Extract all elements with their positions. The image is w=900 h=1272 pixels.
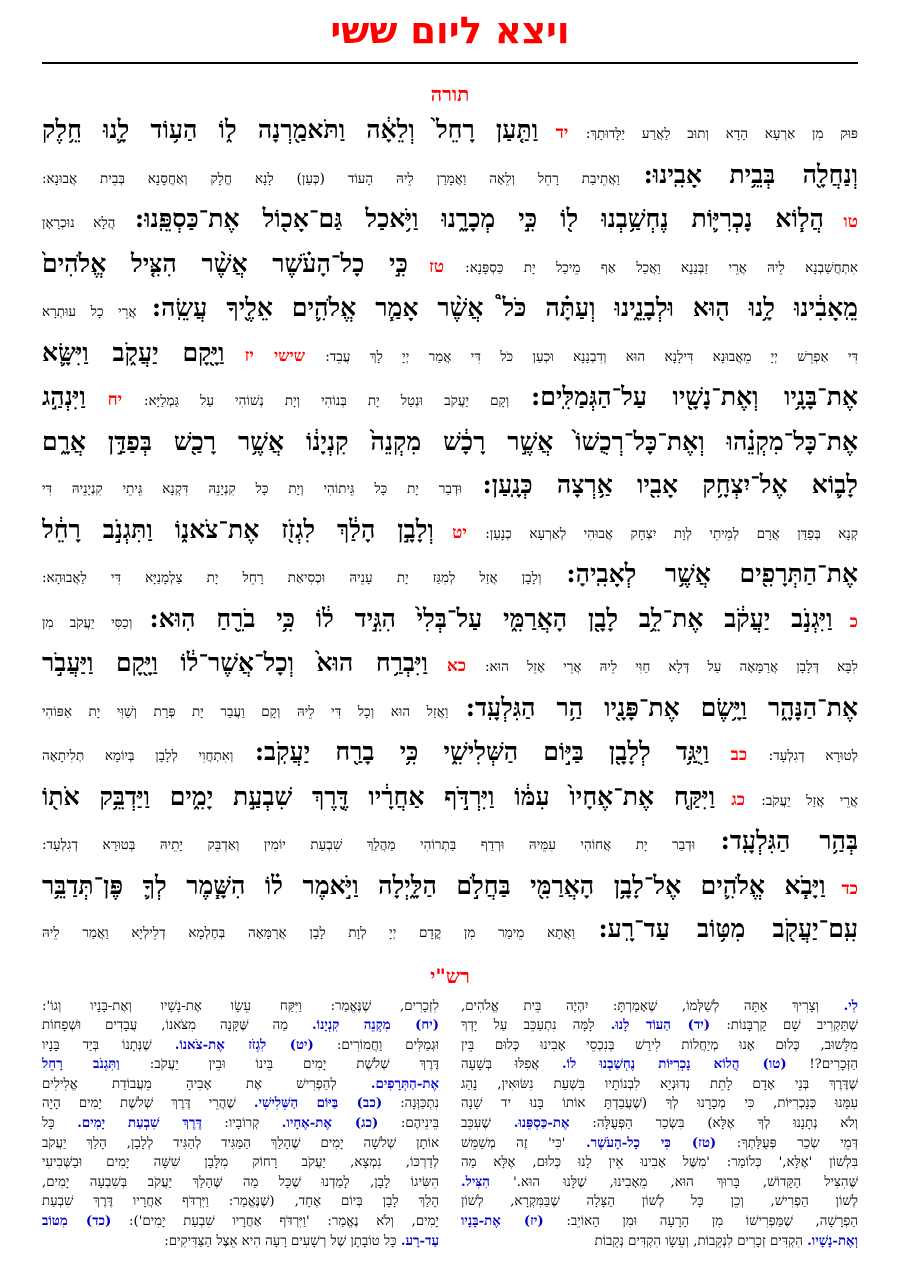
verse-targum: אֲרֵי כָל עוּתְרָא <box>42 304 137 320</box>
dibbur-hamatchil: וְאֶת-נָשָׁיו. <box>807 1233 858 1249</box>
verse-number: כ <box>849 611 858 632</box>
torah-line <box>42 643 858 688</box>
torah-line <box>42 199 858 244</box>
verse-hebrew: וַיָּבֹ֧א אֱלֹהִ֛ים אֶל־לָבָ֥ן הָאֲרַמִּ֖י בַּחֲלֹ֣ם הַלָּ֑יְלָה וַיֹּ֣אמֶר ל֗וֹ הִשָּׁ֧מֶר לְךָ֛ פֶּן־תְּדַבֵּ֥ר <box>42 870 826 900</box>
verse-targum: וַאֲתֵיבַת רָחֵל וְלֵאָה וַאֲמָרַן לֵיהּ הָעוֹד (כְּעַן) לָנָא חֳלָק וְאַחֲסָנָא בְּבֵית אֲבוּנָא: <box>42 170 620 187</box>
rashi-text: 'כִּי' זֶה מְשַׁמֵּשׁ <box>461 1135 566 1151</box>
torah-line <box>42 554 858 599</box>
rashi-text: לְדַרְכּוֹ, נִמְצָא, יַעֲקֹב רָחוֹק מִלָּבָן שִׁשָּׁה יָמִים וּבַשְּׁבִיעִי <box>42 1155 439 1171</box>
dibbur-hamatchil: דֶּרֶךְ שִׁבְעַת יָמִים. <box>77 1116 202 1132</box>
rashi-line <box>42 997 439 1017</box>
verse-targum: וּדְבַר יָת כָּל גֵּיתוֹהִי וְיָת כָּל קִנְיָנֵהּ דִּקְנָא גֵּיתֵי קִנְיָנֵיהּ דִּי <box>42 481 462 497</box>
dibbur-hamatchil: (כב) בַּיּוֹם הַשְּׁלִישִׁי. <box>253 1096 383 1112</box>
verse-targum: וַאֲתָא מֵימַר מִן קֳדָם יְיָ לְוָת לָבָן אֲרַמָּאָה בְּחֶלְמָא דְלֵילְיָא וַאֲמַר לֵיהּ <box>42 925 575 941</box>
rashi-text: אוֹתָן שְׁלֹשָׁה יָמִים שֶׁהָלַךְ הַמַּגִּיד לְהַגִּיד לְלָבָן, הָלַךְ יַעֲקֹב <box>42 1135 439 1151</box>
rashi-text: הִשִּׂיגוֹ לָבָן, לָמַדְנוּ שֶׁכָּל מַה שֶּׁהָלַךְ יַעֲקֹב בְּשִׁבְעָה יָמִים, <box>42 1174 439 1190</box>
rashi-text: לָמָּה נִתְעַכֵּב עַל יָדְךָ <box>461 1018 595 1034</box>
rashi-text: דְּמֵי שְׂכַר פְּעֻלָּתְךָ: <box>736 1135 858 1151</box>
rashi-text: וְלֹא נְתָנָנוּ לְךָ אֶלָּא) בִּשְׂכַר הַפְּעֻלָּה: <box>592 1116 858 1132</box>
verse-targum: וְכַסִּי יַעֲקֹב מִן <box>42 614 133 631</box>
dibbur-hamatchil: לִי. <box>843 998 858 1014</box>
torah-line <box>42 866 858 910</box>
verse-hebrew: אֶת־הַנָּהָ֑ר וַיָּ֥שֶׂם אֶת־פָּנָ֖יו הַ֥ר הַגִּלְעָֽד: <box>465 692 858 722</box>
dibbur-hamatchil: (יח) מִקְנֵה קִנְיָנוֹ. <box>312 1018 439 1034</box>
verse-hebrew: וַיֻּגַּ֥ד לְלָבָ֖ן בַּיּ֣וֹם הַשְּׁלִישִׁ֑י כִּ֥י בָרַ֖ח יַעֲקֹֽב: <box>254 737 710 766</box>
verse-targum: וְלָבָן אֲזַל לְמִגַּז יָת עָנֵיהּ וּכְסִיאַת רָחֵל יָת צַלְמָנַיָּא דִּי לַאֲבוּהָא: <box>42 570 542 586</box>
verse-number: כד <box>841 878 858 899</box>
rashi-line <box>42 1055 439 1075</box>
title-divider <box>42 62 858 64</box>
page-title: ויצא ליום ששי <box>330 9 570 52</box>
verse-hebrew: וַיִּבְרַ֥ח הוּא֙ וְכָל־אֲשֶׁר־ל֔וֹ וַיָּ֖קָם וַיַּעֲבֹ֣ר <box>42 648 428 677</box>
verse-number: כב <box>730 745 748 765</box>
torah-text <box>42 110 858 954</box>
rashi-text: הַזְּכָרִים?! <box>809 1057 858 1073</box>
rashi-text: שֶׁנְּתָנוֹ בְּיַד בָּנָיו <box>42 1037 152 1053</box>
rashi-line <box>42 1114 439 1134</box>
dibbur-hamatchil: (כד) מִטּוֹב <box>42 1214 112 1230</box>
rashi-text: בֵּינֵיהֶם: <box>400 1116 439 1132</box>
verse-targum: קְנָא בְּפַדַּן אֲרָם לְמֵיתֵי לְוָת יִצְחָק אֲבוּהִי לְאַרְעָא כְנָעַן: <box>485 525 858 542</box>
rashi-text: שֶׁהֲרֵי דֶּרֶךְ שְׁלֹשֶׁת יָמִים הָיָה <box>42 1096 236 1112</box>
verse-targum: לִבָּא דְּלָבָן אֲרַמָּאָה עַל דְּלָא חַוִּי לֵיהּ אֲרֵי אָזֵל הוּא: <box>484 659 858 675</box>
rashi-line <box>461 1094 858 1114</box>
rashi-line <box>42 1192 439 1212</box>
rashi-text: הִקְדִּים זְכָרִים לִנְקֵבוֹת, וְעֵשָׂו הִקְדִּים נְקֵבוֹת <box>594 1233 803 1249</box>
verse-hebrew: אֶת־כָּל־מִקְנֵ֗הוּ וְאֶת־כָּל־רְכֻשׁוֹ֙ אֲשֶׁ֣ר רָכָ֔שׁ מִקְנֵה֙ קִנְיָנ֔וֹ אֲשֶׁ֥ר רָכַ֖שׁ בְּפַדַּ֣ן אֲרָ֑ם <box>42 426 858 456</box>
verse-number: יט <box>452 522 467 543</box>
verse-hebrew: מֵֽאָבִ֔ינוּ לָ֥נוּ ה֖וּא וּלְבָנֵ֑ינוּ וְעַתָּ֗ה כֹּל֩ אֲשֶׁ֨ר אָמַ֧ר אֱלֹהִ֛ים אֵלֶ֖יךָ עֲשֵֽׂה: <box>151 293 858 322</box>
torah-line <box>42 510 858 555</box>
verse-targum: אֲרֵי אֲזַל יַעֲקֹב: <box>761 792 858 809</box>
rashi-line <box>42 1094 439 1114</box>
dibbur-hamatchil: (יד) הַעוֹד לָנוּ. <box>610 1018 711 1034</box>
rashi-text: מִלָּשׁוּב, כְּלוּם אָנוּ מְיַחֲלוֹת לִירַשׁ בְּנִכְסֵי אָבִינוּ כְּלוּם בֵּין <box>461 1037 858 1053</box>
rashi-text: כָּל <box>42 1116 55 1132</box>
verse-number: יז <box>244 345 254 366</box>
rashi-line <box>42 1212 439 1232</box>
rashi-text: לְהַפְרִישׁ אֶת אָבִיהָ מֵעֲבוֹדַת אֱלִילִים <box>42 1076 337 1092</box>
dibbur-hamatchil: (כג) אֶת-אֶחָיו. <box>281 1116 379 1132</box>
verse-targum: לְטוּרָא דְגִלְעָד: <box>768 748 858 764</box>
torah-line <box>42 155 858 200</box>
dibbur-hamatchil: עַד-רָע. <box>400 1233 439 1249</box>
torah-line <box>42 732 858 777</box>
rashi-text: שֶׁתַּקְרִיב שָׁם קָרְבָּנוֹת: <box>726 1018 858 1034</box>
verse-targum: וְקָם יַעֲקֹב וּנְטַל יָת בְּנוֹהִי וְיָת נְשׁוֹהִי עַל גַּמְלַיָּא: <box>144 393 510 409</box>
verse-hebrew: וְלָבָ֣ן הָלַ֔ךְ לִגְזֹ֖ז אֶת־צֹאנ֑וֹ וַתִּגְנֹ֣ב רָחֵ֔ל <box>42 514 434 544</box>
rashi-text: הָלַךְ לָבָן בְּיוֹם אֶחָד, (שֶׁנֶּאֱמַר: וַיִּרְדֹּף אַחֲרָיו דֶּרֶךְ שִׁבְעַת <box>42 1194 439 1210</box>
torah-line <box>42 288 858 333</box>
torah-line <box>42 244 858 289</box>
verse-targum: וַאֲזַל הוּא וְכָל דִּי לֵיהּ וְקָם וַעֲבַר יָת פְּרָת וְשַׁוִּי יָת אַפּוֹהִי <box>42 703 449 720</box>
rashi-line <box>461 997 858 1017</box>
verse-hebrew: וְנַחֲלָ֖ה בְּבֵ֥ית אָבִֽינוּ: <box>643 159 858 189</box>
rashi-text: שֶּׁהִצִּיל הַקָּדוֹשׁ, בָּרוּךְ הוּא, מֵאָבִינוּ, שֶׁלָּנוּ הוּא.' <box>513 1174 858 1190</box>
rashi-text: קְרוֹבָיו: <box>224 1116 260 1132</box>
rashi-column-right <box>461 997 858 1252</box>
verse-hebrew: אֶת־הַתְּרָפִ֖ים אֲשֶׁ֥ר לְאָבִֽיהָ: <box>566 559 858 588</box>
rashi-line <box>461 1212 858 1232</box>
rashi-line <box>42 1232 439 1252</box>
verse-number: יח <box>107 390 123 410</box>
rashi-text: עִמָּנוּ כְּנָכְרִיּוֹת, כִּי מְכָרָנוּ לְךָ (שֶׁעֲבַדְתָּ אוֹתוֹ בָּנוּ יד שָׁנָה <box>461 1096 858 1112</box>
rashi-column-left <box>42 997 439 1252</box>
rashi-text: דֶּרֶךְ שְׁלֹשֶׁת יָמִים בֵּינוֹ וּבֵין יַעֲקֹב: <box>149 1057 439 1073</box>
rashi-line <box>461 1153 858 1173</box>
rashi-line <box>42 1134 439 1154</box>
rashi-text: בִּלְשׁוֹן 'אֶלָּא,' כְּלוֹמַר: 'מִשֶּׁל אָבִינוּ אֵין לָנוּ כְּלוּם, אֶלָּא מַה <box>461 1155 858 1171</box>
aliyah-marker: שישי <box>274 345 306 365</box>
verse-number: כג <box>731 789 746 810</box>
dibbur-hamatchil: (טז) כִּי כָל-הָעֹשֶׁר. <box>585 1135 717 1151</box>
rashi-text: וּגְמַלִּים וַחֲמוֹרִים: <box>336 1037 439 1053</box>
rashi-line <box>461 1173 858 1193</box>
torah-line <box>42 110 858 155</box>
rashi-text: כָּל טוֹבָתָן שֶׁל רְשָׁעִים רָעָה הִיא אֵצֶל הַצַּדִּיקִים: <box>164 1233 397 1249</box>
verse-hebrew: וַיָּ֖קָם יַעֲקֹ֑ב וַיִּשָּׂ֛א <box>42 337 225 367</box>
verse-hebrew: לָב֛וֹא אֶל־יִצְחָ֥ק אָבִ֖יו אַ֥רְצָה כְּנָֽעַן: <box>482 470 858 499</box>
rashi-line <box>461 1075 858 1095</box>
dibbur-hamatchil: אֶת-הַתְּרָפִים. <box>370 1076 439 1092</box>
rashi-text: הַפְרָשָׁה, שֶׁמַּפְרִישׁוֹ מִן הָרָעָה וּמִן הָאוֹיֵב: <box>566 1214 858 1230</box>
verse-hebrew: וַיִּנְהַ֣ג <box>42 382 86 411</box>
torah-line <box>42 422 858 466</box>
verse-targum: פּוּק מִן אַרְעָא הָדָא וְתוּב לַאֲרַע יַלָּדוּתָךְ: <box>585 126 858 142</box>
rashi-line <box>42 1173 439 1193</box>
rashi-line <box>461 1055 858 1075</box>
verse-targum: אִתְחֲשַׁבְנָא לֵיהּ אֲרֵי זַבְּנַנָא וַאֲכַל אַף מֵיכַל יָת כַּסְפָּנָא: <box>465 259 858 276</box>
rashi-text: אֲפִלּוּ בְּשָׁעָה <box>461 1057 540 1073</box>
rashi-line <box>42 1075 439 1095</box>
rashi-line <box>461 1232 858 1252</box>
rashi-line <box>461 1134 858 1154</box>
verse-targum: וְאִתְחֲוִי לְלָבָן בְּיוֹמָא תְלִיתָאָה <box>42 748 234 764</box>
verse-hebrew: כִּ֣י כָל־הָעֹ֗שֶׁר אֲשֶׁ֨ר הִצִּ֤יל אֱלֹהִים֙ <box>42 248 408 278</box>
verse-number: טו <box>843 212 858 232</box>
torah-line <box>42 333 858 378</box>
torah-line <box>42 777 858 822</box>
rashi-line <box>461 1036 858 1056</box>
verse-number: יד <box>555 123 569 143</box>
verse-targum: הֲלָא נוּכְרָאָן <box>42 215 116 231</box>
verse-hebrew: וַיִּקַּ֤ח אֶת־אֶחָיו֙ עִמּ֔וֹ וַיִּרְדֹּ֣ף אַחֲרָ֔יו דֶּ֖רֶךְ שִׁבְעַ֣ת יָמִ֑ים וַיַּדְבֵּ֥ק אֹת֖וֹ <box>42 781 715 811</box>
verse-hebrew: בְּהַ֥ר הַגִּלְעָֽד: <box>720 826 858 855</box>
dibbur-hamatchil: אֶת-כַּסְפֵּנוּ. <box>513 1116 570 1132</box>
rashi-text: שֶׁדֶּרֶךְ בְּנֵי אָדָם לָתֵת נְדוּנְיָא לִבְנוֹתָיו בִּשְׁעַת נִשּׂוּאִין, נָהַג <box>461 1076 858 1092</box>
rashi-line <box>42 1036 439 1056</box>
verse-targum: דִּי אַפְרֵשׁ יְיָ מֵאֲבוּנָא דִּילָנָא הוּא וְדִבְנָנָא וּכְעַן כֹּל דִּי אֲמַר יְיָ לָךְ עֲבֵד: <box>325 348 858 365</box>
rashi-line <box>461 1192 858 1212</box>
torah-line <box>42 377 858 422</box>
rashi-heading: רש"י <box>430 963 470 988</box>
dibbur-hamatchil: וַתִּגְנֹב רָחֵל <box>42 1057 120 1073</box>
torah-line <box>42 688 858 733</box>
rashi-commentary <box>42 997 858 1252</box>
rashi-line <box>42 1016 439 1036</box>
torah-line <box>42 465 858 510</box>
dibbur-hamatchil: (טו) הֲלוֹא נָכְרִיּוֹת נֶחְשַׁבְנוּ לוֹ. <box>562 1057 787 1073</box>
verse-hebrew: הֲל֧וֹא נָכְרִיּ֛וֹת נֶחְשַׁ֥בְנוּ ל֖וֹ כִּ֣י מְכָרָ֑נוּ וַיֹּ֥אכַל גַּם־אָכ֖וֹל אֶת־כַּסְפֵּֽנוּ: <box>134 204 824 233</box>
dibbur-hamatchil: (יז) אֶת-בָּנָיו <box>461 1214 544 1230</box>
rashi-text: לִזְכָרִים, שֶׁנֶּאֱמַר: וַיִּקַּח עֵשָׂו אֶת-נָשָׁיו וְאֶת-בָּנָיו וְגוֹ': <box>42 998 439 1014</box>
verse-hebrew: וַתַּ֤עַן רָחֵל֙ וְלֵאָ֔ה וַתֹּאמַ֖רְנָה ל֑וֹ הַע֥וֹד לָ֛נוּ חֵ֥לֶק <box>42 115 539 144</box>
rashi-line <box>461 1016 858 1036</box>
rashi-line <box>42 1153 439 1173</box>
verse-number: כא <box>446 656 467 676</box>
rashi-text: לְשׁוֹן הַפְרִישׁ, וְכֵן כָּל לְשׁוֹן הַצָּלָה שֶׁבַּמִּקְרָא, לְשׁוֹן <box>461 1194 858 1210</box>
verse-number: טז <box>428 256 444 277</box>
verse-hebrew: אֶת־בָּנָ֥יו וְאֶת־נָשָׁ֖יו עַל־הַגְּמַלִּֽים: <box>531 382 858 411</box>
dibbur-hamatchil: הִצִּיל. <box>461 1174 490 1190</box>
rashi-text: שֶׁעִכֵּב <box>461 1116 491 1132</box>
rashi-text: יָמִים, וְלֹא נֶאֱמַר: 'וַיִּרְדֹּף אַחֲרָיו שִׁבְעַת יָמִים'): <box>129 1214 439 1230</box>
torah-line <box>42 909 858 954</box>
torah-heading: תורה <box>430 82 470 106</box>
verse-hebrew: וַיִּגְנֹ֣ב יַעֲקֹ֔ב אֶת־לֵ֥ב לָבָ֖ן הָאֲרַמִּ֑י עַל־בְּלִי֙ הִגִּ֣יד ל֔וֹ כִּ֥י בֹרֵ֖חַ הֽוּא: <box>149 603 833 633</box>
dibbur-hamatchil: (יט) לִגְזֹז אֶת-צֹאנוֹ. <box>174 1037 314 1053</box>
rashi-text: וְצָרִיךְ אַתָּה לְשַׁלְּמוֹ, שֶׁאָמַרְתָּ: יִהְיֶה בֵּית אֱלֹהִים, <box>461 998 820 1014</box>
verse-targum: וּדְבַר יָת אֲחוֹהִי עִמֵּיהּ וּרְדַף בַּתְרוֹהִי מַהֲלַךְ שִׁבְעַת יוֹמִין וְאַדְבֵּק יָתֵיהּ בְּטוּרָא דְגִלְעָד: <box>42 837 696 853</box>
rashi-text: נִתְכַּוְּנָה: <box>400 1096 439 1112</box>
rashi-line <box>461 1114 858 1134</box>
torah-line <box>42 821 858 866</box>
verse-hebrew: עִֽם־יַעֲקֹ֖ב מִטּ֥וֹב עַד־רָֽע: <box>598 914 858 943</box>
torah-line <box>42 599 858 644</box>
rashi-text: מַה שֶּׁקָּנָה מִצֹּאנוֹ, עֲבָדִים וּשְׁפָחוֹת <box>42 1018 289 1034</box>
